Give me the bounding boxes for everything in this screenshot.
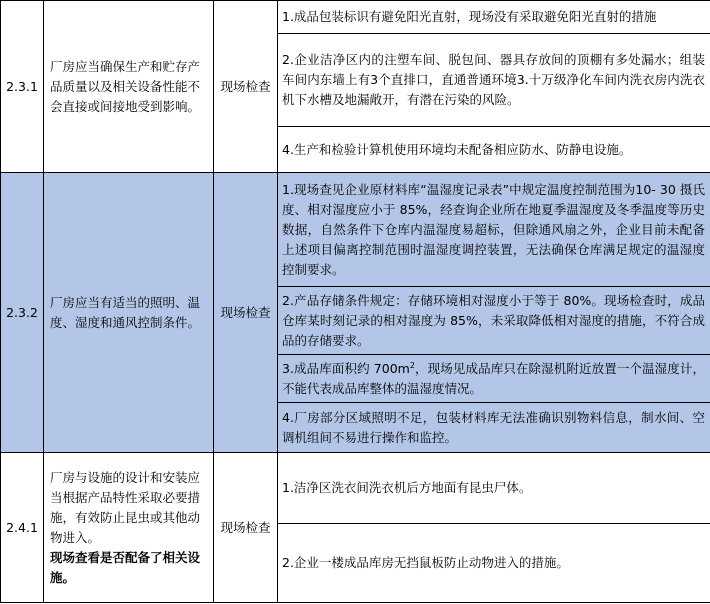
- finding-cell: 4.生产和检验计算机使用环境均未配备相应防水、防静电设施。: [278, 127, 710, 173]
- item-code: 2.3.1: [1, 1, 44, 173]
- finding-cell: 1.现场查见企业原材料库“温湿度记录表”中规定温度控制范围为10- 30 摄氏度、相对湿度应小于 85%，经查询企业所在地夏季温湿度及冬季温度等历史数据，自然条件下仓库内温湿度易超标，但除通风扇之外，企业目前未配备上述项目偏离控制范围时温湿度调控装置，无法确保仓库满足规定的温湿度控制要求。: [278, 173, 710, 287]
- inspection-method: 现场检查: [214, 173, 278, 453]
- finding-text-tail: ，现场见成品库只在除湿机附近放置一个温湿度计，不能代表成品库整体的温湿度情况。: [282, 360, 705, 396]
- superscript: 2: [409, 360, 415, 370]
- item-code: 2.4.1: [1, 453, 44, 603]
- finding-cell: 1.成品包装标识有避免阳光直射，现场没有采取避免阳光直射的措施: [278, 1, 710, 34]
- finding-cell: 2.产品存储条件规定：存储环境相对湿度小于等于 80%。现场检查时，成品仓库某时刻记录的相对湿度为 85%，未采取降低相对湿度的措施，不符合成品的存储要求。: [278, 287, 710, 355]
- item-code: 2.3.2: [1, 173, 44, 453]
- requirement-text: [44, 173, 214, 453]
- requirement-text: [44, 1, 214, 173]
- inspection-method: 现场检查: [214, 1, 278, 173]
- table-row: [1, 1, 710, 34]
- requirement-body: 厂房应当确保生产和贮存产品质量以及相关设备性能不会直接或间接地受到影响。: [50, 58, 201, 114]
- finding-cell: 4.厂房部分区域照明不足，包装材料库无法准确识别物料信息，制水间、空调机组间不易进行操作和监控。: [278, 403, 710, 453]
- requirement-text: [44, 453, 214, 603]
- finding-cell: 2.企业洁净区内的注塑车间、脱包间、器具存放间的顶棚有多处漏水；组装车间内东墙上有3个直排口，直通普通环境3.十万级净化车间内洗衣房内洗衣机下水槽及地漏敞开，有潜在污染的风险。: [278, 34, 710, 127]
- finding-text: 3.成品库面积约 700m: [282, 360, 410, 376]
- inspection-method: 现场检查: [214, 453, 278, 603]
- table-row: [1, 453, 710, 524]
- finding-cell: [278, 355, 710, 403]
- requirement-body: 厂房与设施的设计和安装应当根据产品特性采取必要措施，有效防止昆虫或其他动物进入。: [50, 469, 201, 545]
- finding-cell: 2.企业一楼成品库房无挡鼠板防止动物进入的措施。: [278, 524, 710, 603]
- finding-cell: 1.洁净区洗衣间洗衣机后方地面有昆虫尸体。: [278, 453, 710, 524]
- requirement-bold-note: 现场查看是否配备了相关设施。: [50, 549, 201, 585]
- requirement-body: 厂房应当有适当的照明、温度、湿度和通风控制条件。: [50, 294, 201, 330]
- table-row: [1, 173, 710, 287]
